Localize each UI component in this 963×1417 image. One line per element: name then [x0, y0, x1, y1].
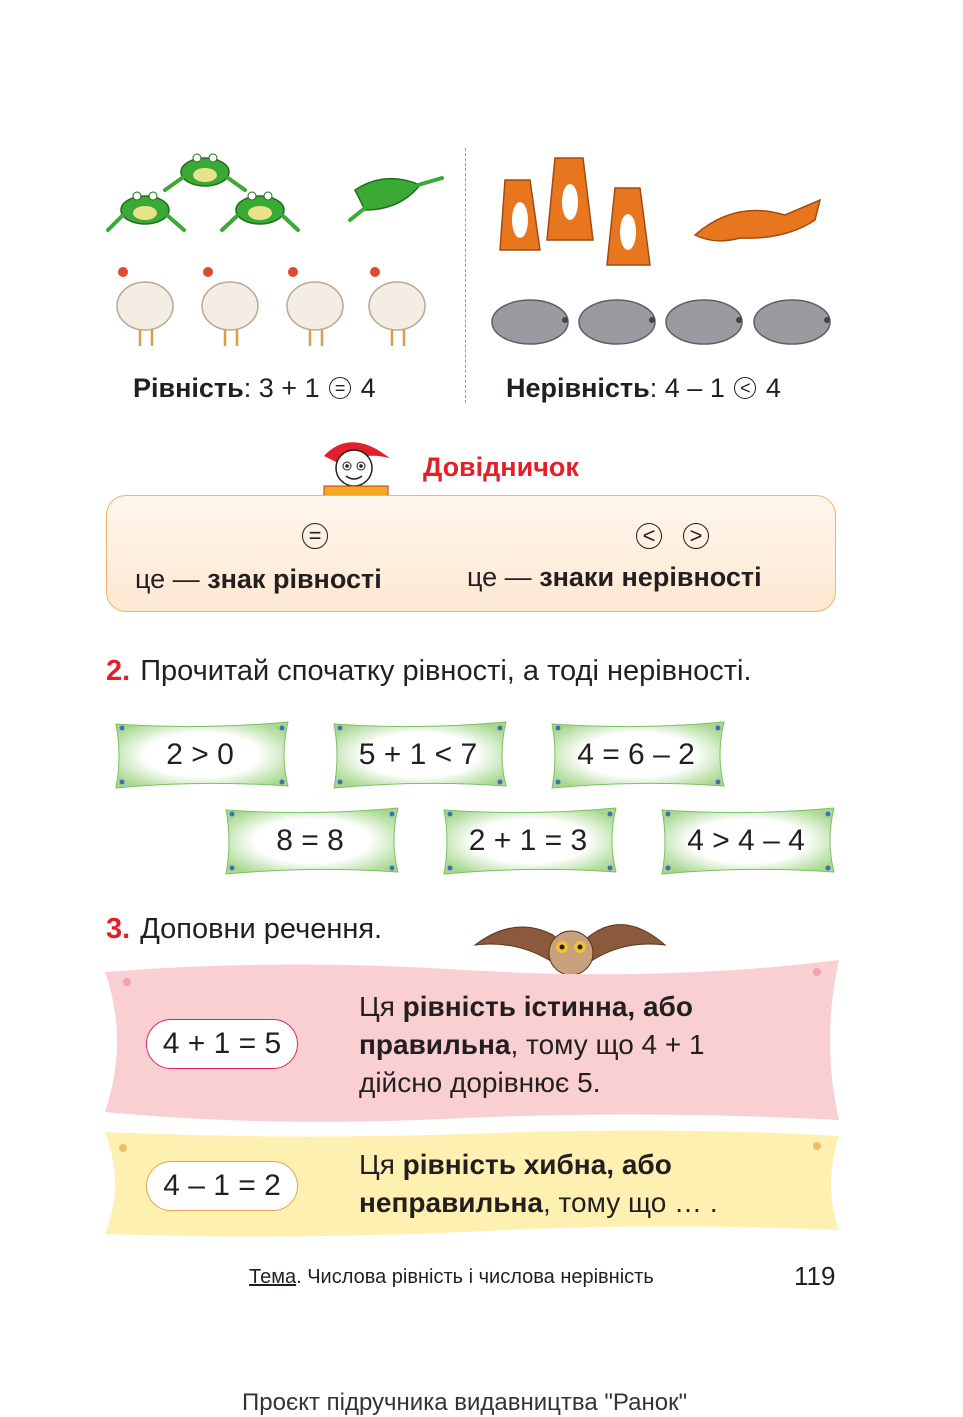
task-number: 2.: [106, 655, 131, 687]
task-2-heading: [106, 655, 752, 688]
true-equality: 4 + 1 = 5: [146, 1019, 298, 1069]
task-text: Доповни речення.: [140, 913, 383, 945]
definition-bold: знак рівності: [207, 564, 382, 594]
equal-sign-icon: =: [302, 523, 328, 549]
expression-text: 4 = 6 – 2: [577, 738, 695, 771]
topic-footer: [249, 1266, 654, 1289]
equality-right: 4: [360, 373, 376, 403]
divider: [465, 148, 466, 403]
frogs-illustration: [100, 140, 450, 250]
page-number: 119: [794, 1261, 836, 1291]
boy-mascot-icon: [316, 436, 396, 498]
less-sign-icon: <: [636, 523, 662, 549]
equality-label: Рівність: [133, 373, 244, 403]
inequality-label: Нерівність: [506, 373, 650, 403]
expression-card: [658, 808, 834, 874]
inequality-example: Нерівність: 4 – 1 < 4: [506, 373, 781, 403]
hedgehogs-illustration: [490, 292, 840, 352]
task-text: Прочитай спочатку рівності, а тоді нерівності.: [140, 655, 752, 687]
foxes-illustration: [485, 140, 840, 275]
expression-card: [112, 722, 288, 788]
task-3-heading: [106, 913, 382, 946]
definition-prefix: це —: [467, 562, 540, 592]
false-equality-explanation: Ця рівність хибна, або неправильна, тому що … .: [359, 1149, 718, 1218]
false-equality: 4 – 1 = 2: [146, 1161, 298, 1211]
inequality-right: 4: [765, 373, 781, 403]
equal-sign: =: [329, 377, 351, 399]
helper-title: Довідничок: [423, 452, 579, 482]
project-note: Проєкт підручника видавництва "Ранок": [242, 1389, 688, 1416]
inequality-left: 4 – 1: [664, 373, 725, 403]
expression-card: [330, 722, 506, 788]
expression-text: 2 + 1 = 3: [468, 824, 588, 857]
equality-definition: [135, 564, 382, 595]
expression-text: 8 = 8: [276, 824, 344, 857]
less-sign: <: [734, 377, 756, 399]
hens-illustration: [105, 258, 440, 353]
definition-prefix: це —: [135, 564, 208, 594]
expression-card: [440, 808, 616, 874]
topic-text: . Числова рівність і числова нерівність: [296, 1266, 654, 1288]
expression-card: [548, 722, 724, 788]
topic-label: Тема: [249, 1266, 297, 1288]
definition-bold: знаки нерівності: [539, 562, 762, 592]
equality-example: Рівність: 3 + 1 = 4: [133, 373, 376, 403]
inequality-definition: [467, 562, 762, 593]
true-equality-explanation: Ця рівність істинна, або правильна, тому що 4 + 1 дійсно дорівнює 5.: [359, 991, 705, 1098]
expression-text: 2 > 0: [166, 738, 234, 771]
expression-text: 5 + 1 < 7: [358, 738, 478, 771]
task-number: 3.: [106, 913, 131, 945]
greater-sign-icon: >: [683, 523, 709, 549]
expression-card: [222, 808, 398, 874]
expression-text: 4 > 4 – 4: [687, 824, 805, 857]
equality-left: 3 + 1: [258, 373, 320, 403]
